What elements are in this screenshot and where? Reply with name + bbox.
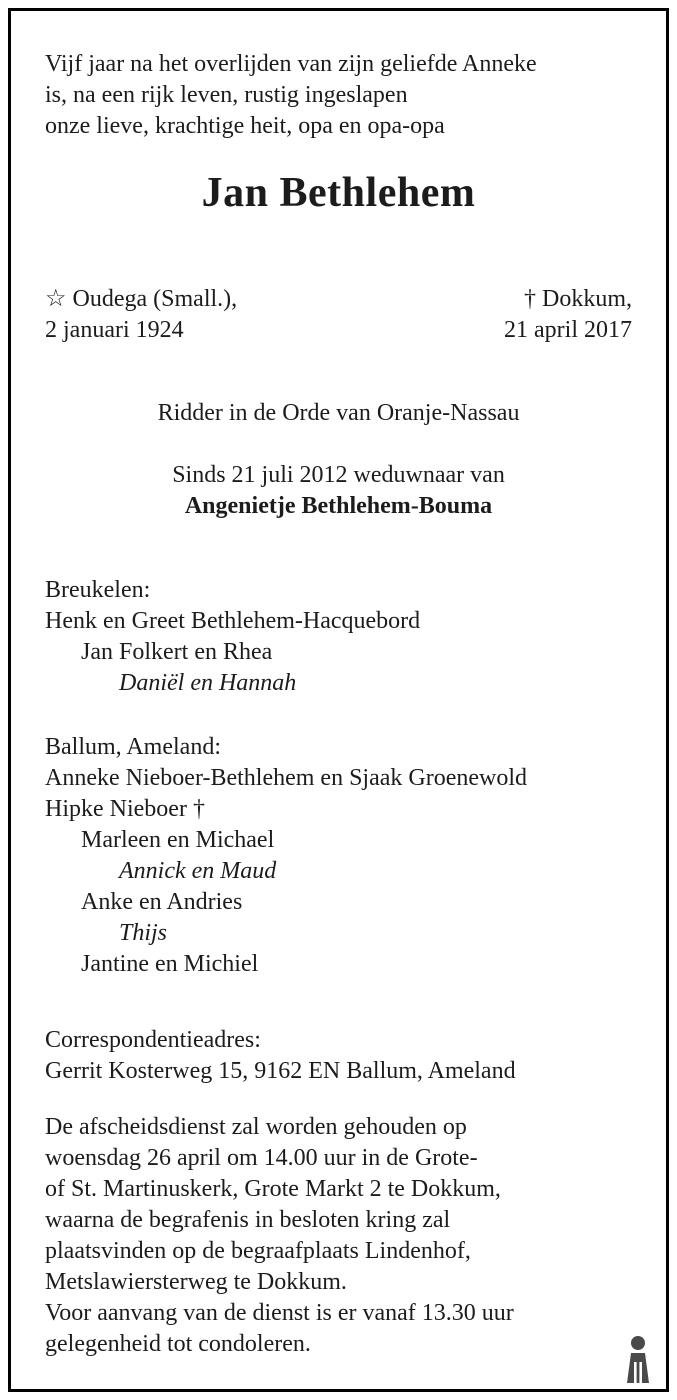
correspondence-address: Gerrit Kosterweg 15, 9162 EN Ballum, Ameland (45, 1058, 516, 1084)
deceased-name: Jan Bethlehem (201, 170, 476, 216)
intro-line: onze lieve, krachtige heit, opa en opa-opa (45, 113, 445, 139)
family-group-ballum (45, 732, 632, 980)
service-line: waarna de begrafenis in besloten kring zal (45, 1207, 451, 1233)
widower-name: Angenietje Bethlehem-Bouma (184, 493, 493, 519)
service-line: woensdag 26 april om 14.00 uur in de Grote- (45, 1145, 478, 1171)
family-line: Hipke Nieboer † (45, 796, 205, 822)
intro-line: Vijf jaar na het overlijden van zijn geliefde Anneke (45, 51, 537, 77)
birth-star-icon: ☆ (45, 286, 67, 312)
family-group-breukelen (45, 575, 632, 699)
service-line: plaatsvinden op de begraafplaats Lindenhof, (45, 1238, 471, 1264)
birth-death-row (45, 284, 632, 346)
birth-date: 2 januari 1924 (45, 317, 184, 343)
death-place: Dokkum, (542, 286, 632, 312)
family-place-heading: Breukelen: (45, 577, 151, 603)
widower-block (45, 460, 632, 522)
death-info (504, 284, 632, 346)
death-place-line (504, 284, 632, 315)
family-line: Henk en Greet Bethlehem-Hacquebord (45, 608, 421, 634)
service-line: Metslawiersterweg te Dokkum. (45, 1269, 347, 1295)
family-line: Marleen en Michael (81, 827, 275, 853)
family-line: Jan Folkert en Rhea (81, 639, 273, 665)
intro-line: is, na een rijk leven, rustig ingeslapen (45, 82, 408, 108)
service-line: Voor aanvang van de dienst is er vanaf 13.30 uur (45, 1300, 514, 1326)
family-line: Anneke Nieboer-Bethlehem en Sjaak Groenewold (45, 765, 528, 791)
obituary-border-frame (8, 8, 669, 1392)
service-line: of St. Martinuskerk, Grote Markt 2 te Dokkum, (45, 1176, 501, 1202)
family-line: Thijs (119, 920, 168, 946)
widower-line: Sinds 21 juli 2012 weduwnaar van (172, 462, 505, 488)
birth-place: Oudega (Small.), (72, 286, 238, 312)
death-date: 21 april 2017 (504, 317, 632, 343)
birth-info (45, 284, 237, 346)
death-dagger-icon: † (524, 286, 536, 312)
memorial-figure-logo-icon (622, 1335, 654, 1383)
family-line: Jantine en Michiel (81, 951, 259, 977)
service-line: De afscheidsdienst zal worden gehouden op (45, 1114, 467, 1140)
service-details-block (45, 1112, 632, 1360)
family-line: Anke en Andries (81, 889, 243, 915)
family-place-heading: Ballum, Ameland: (45, 734, 221, 760)
correspondence-block (45, 1025, 632, 1087)
family-line: Annick en Maud (119, 858, 277, 884)
intro-text (45, 49, 632, 142)
correspondence-label: Correspondentieadres: (45, 1027, 261, 1053)
family-line: Daniël en Hannah (119, 670, 297, 696)
birth-place-line (45, 284, 237, 315)
service-line: gelegenheid tot condoleren. (45, 1331, 311, 1357)
honor-line: Ridder in de Orde van Oranje-Nassau (157, 400, 520, 426)
